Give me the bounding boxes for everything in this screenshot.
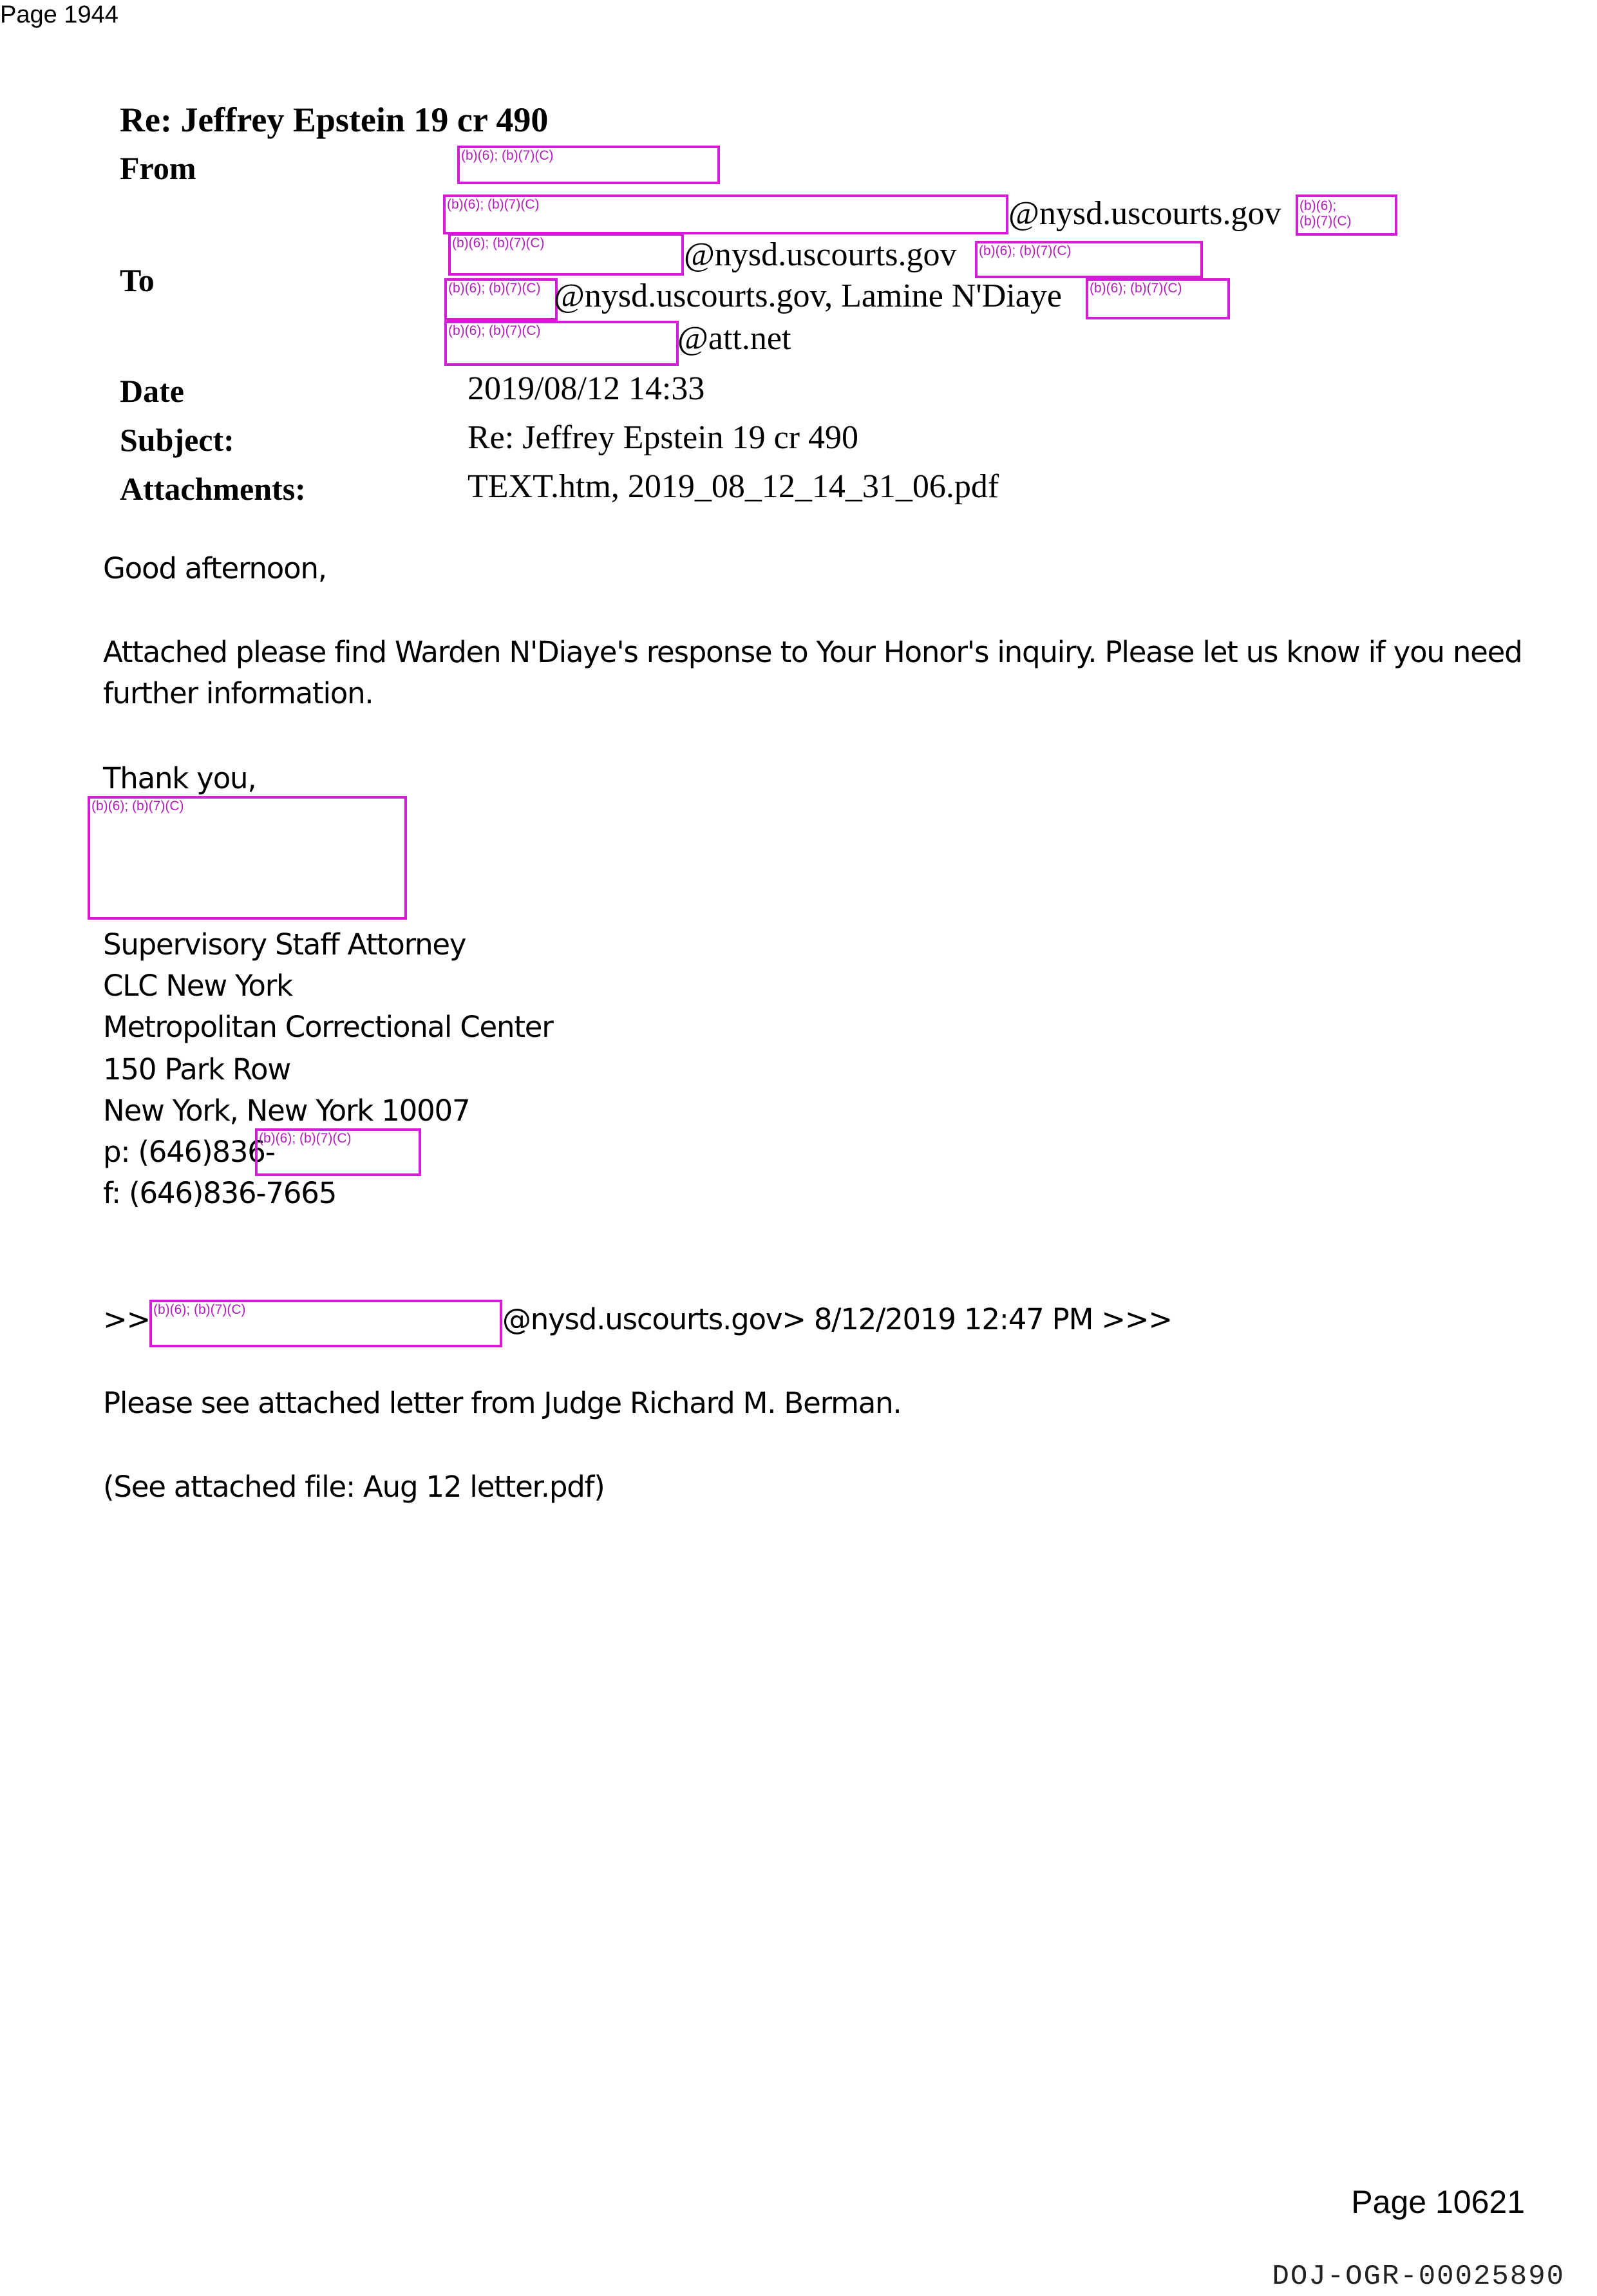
quoted-attachment-note: (See attached file: Aug 12 letter.pdf) bbox=[103, 1470, 605, 1504]
redaction-code: (b)(6); (b)(7)(C) bbox=[447, 197, 540, 212]
date-value: 2019/08/12 14:33 bbox=[468, 370, 705, 407]
body-paragraph-line-2: further information. bbox=[103, 676, 373, 710]
attachments-label: Attachments: bbox=[120, 471, 306, 507]
to-line-4: @att.net bbox=[677, 320, 791, 357]
from-label: From bbox=[120, 150, 196, 186]
subject-value: Re: Jeffrey Epstein 19 cr 490 bbox=[468, 419, 858, 456]
redaction-box-phone bbox=[255, 1128, 421, 1176]
redaction-box-to-3 bbox=[444, 278, 558, 321]
redaction-code: (b)(6); (b)(7)(C) bbox=[448, 323, 541, 338]
redaction-code: (b)(6); (b)(7)(C) bbox=[452, 236, 545, 251]
attachments-value: TEXT.htm, 2019_08_12_14_31_06.pdf bbox=[468, 468, 999, 505]
signature-phone: p: (646)836- bbox=[103, 1135, 275, 1169]
body-paragraph-line-1: Attached please find Warden N'Diaye's response to Your Honor's inquiry. Please let us know if you need bbox=[103, 635, 1522, 669]
email-title: Re: Jeffrey Epstein 19 cr 490 bbox=[120, 100, 549, 139]
redaction-box-signature bbox=[88, 796, 407, 920]
redaction-box-quoted-sender bbox=[149, 1300, 502, 1347]
quoted-body: Please see attached letter from Judge Richard M. Berman. bbox=[103, 1386, 902, 1420]
redaction-box-to-4 bbox=[444, 321, 679, 366]
to-line-2: @nysd.uscourts.gov bbox=[684, 236, 957, 273]
to-line-1: @nysd.uscourts.gov bbox=[1008, 195, 1281, 232]
redaction-code: (b)(6); (b)(7)(C) bbox=[91, 799, 184, 813]
document-id: DOJ-OGR-00025890 bbox=[1272, 2261, 1565, 2293]
redaction-code: (b)(6); (b)(7)(C) bbox=[979, 243, 1072, 258]
to-label: To bbox=[120, 262, 155, 298]
signature-street: 150 Park Row bbox=[103, 1052, 290, 1086]
closing: Thank you, bbox=[103, 761, 256, 795]
redaction-box-to-2 bbox=[448, 233, 684, 276]
redaction-code: (b)(6); (b)(7)(C) bbox=[153, 1302, 246, 1317]
signature-org: CLC New York bbox=[103, 969, 292, 1003]
redaction-code: (b)(6); (b)(7)(C) bbox=[461, 148, 554, 163]
redaction-box-from bbox=[457, 146, 720, 184]
page-label-top: Page 1944 bbox=[0, 1, 118, 28]
quoted-header: @nysd.uscourts.gov> 8/12/2019 12:47 PM >>> bbox=[502, 1302, 1172, 1336]
redaction-box-to-1 bbox=[443, 194, 1008, 234]
redaction-code: (b)(6); (b)(7)(C) bbox=[1090, 281, 1182, 296]
greeting: Good afternoon, bbox=[103, 551, 326, 585]
signature-facility: Metropolitan Correctional Center bbox=[103, 1010, 553, 1044]
signature-city: New York, New York 10007 bbox=[103, 1094, 470, 1128]
signature-title: Supervisory Staff Attorney bbox=[103, 927, 466, 962]
page-number: Page 10621 bbox=[1351, 2184, 1525, 2220]
date-label: Date bbox=[120, 373, 184, 409]
redaction-box-to-1b bbox=[1296, 194, 1397, 236]
redaction-box-to-3b bbox=[1086, 278, 1230, 319]
to-line-3: @nysd.uscourts.gov, Lamine N'Diaye bbox=[554, 278, 1062, 314]
redaction-code: (b)(6); (b)(7)(C) bbox=[259, 1131, 352, 1146]
redaction-code-wrapped: (b)(6); (b)(7)(C) bbox=[1299, 198, 1352, 229]
subject-label: Subject: bbox=[120, 422, 234, 458]
redaction-box-to-2b bbox=[975, 241, 1203, 278]
signature-fax: f: (646)836-7665 bbox=[103, 1176, 337, 1210]
quoted-prefix: >> bbox=[103, 1302, 151, 1336]
redaction-code: (b)(6); (b)(7)(C) bbox=[448, 281, 541, 296]
